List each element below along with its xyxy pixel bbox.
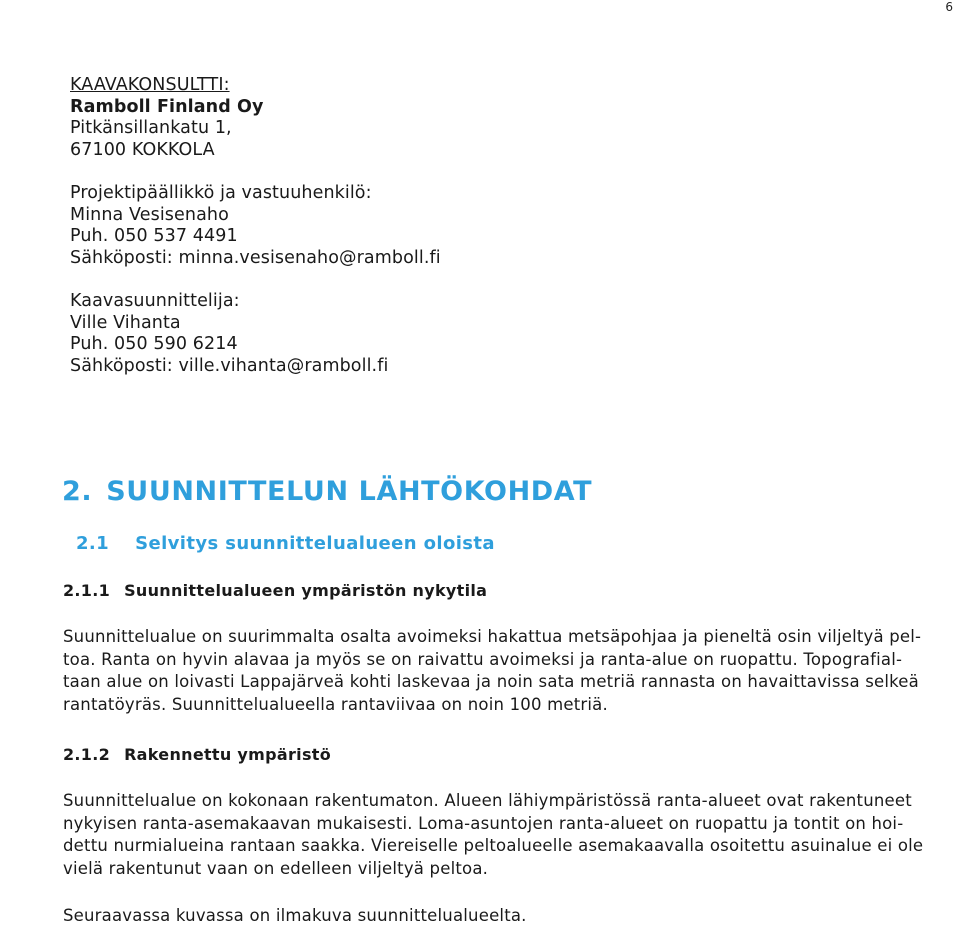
project-manager-name: Minna Vesisenaho	[70, 204, 229, 225]
paragraph-line: nykyisen ranta-asemakaavan mukaisesti. Loma-asuntojen ranta-alueet on ruopattu ja tontit on hoi-	[63, 813, 904, 833]
project-manager-email: Sähköposti: minna.vesisenaho@ramboll.fi	[70, 247, 441, 268]
sub1-heading	[63, 581, 487, 600]
paragraph-line: Suunnittelualue on kokonaan rakentumaton. Alueen lähiympäristössä ranta-alueet ovat rakentuneet	[63, 791, 912, 810]
planner-email: Sähköposti: ville.vihanta@ramboll.fi	[70, 355, 389, 376]
paragraph-line: vielä rakentunut vaan on edelleen viljeltyä peltoa.	[63, 858, 489, 878]
paragraph-line: rantatöyräs. Suunnittelualueella rantaviivaa on noin 100 metriä.	[63, 694, 608, 714]
paragraph-line: dettu nurmialueina rantaan saakka. Viereiselle peltoalueelle asemakaavalla osoitettu asuinalue ei ole	[63, 836, 924, 855]
section-title: SUUNNITTELUN LÄHTÖKOHDAT	[106, 476, 593, 507]
sub1-title: Suunnittelualueen ympäristön nykytila	[124, 581, 488, 600]
sub1-paragraph	[63, 626, 960, 716]
paragraph-line: Suunnittelualue on suurimmalta osalta avoimeksi hakattua metsäpohjaa ja pieneltä osin viljeltyä pel-	[63, 627, 922, 646]
postal-address: 67100 KOKKOLA	[70, 139, 215, 160]
company-name: Ramboll Finland Oy	[70, 96, 264, 117]
page-number: 6	[945, 0, 953, 14]
paragraph-line: taan alue on loivasti Lappajärveä kohti laskevaa ja noin sata metriä rannasta on havaittavissa selkeä	[63, 672, 919, 691]
sub2-heading	[63, 745, 331, 764]
section-heading	[62, 476, 592, 507]
sub2-title: Rakennettu ympäristö	[124, 745, 332, 764]
sub1-number: 2.1.1	[63, 581, 111, 600]
project-manager-title: Projektipäällikkö ja vastuuhenkilö:	[70, 183, 372, 203]
consultant-heading: KAAVAKONSULTTI:	[70, 75, 230, 95]
paragraph-line: toa. Ranta on hyvin alavaa ja myös se on raivattu avoimeksi ja ranta-alue on ruopattu. Topografial-	[63, 649, 903, 669]
planner-phone: Puh. 050 590 6214	[70, 334, 238, 354]
subsection-heading	[76, 533, 495, 554]
project-manager-phone: Puh. 050 537 4491	[70, 226, 238, 246]
sub2-paragraph	[63, 790, 960, 880]
street-address: Pitkänsillankatu 1,	[70, 118, 232, 138]
subsection-title: Selvitys suunnittelualueen oloista	[135, 533, 495, 554]
planner-name: Ville Vihanta	[70, 312, 181, 333]
subsection-number: 2.1	[76, 533, 110, 554]
consultant-contact-block	[70, 75, 441, 377]
planner-title: Kaavasuunnittelija:	[70, 291, 240, 311]
sub2-number: 2.1.2	[63, 745, 111, 764]
closing-sentence: Seuraavassa kuvassa on ilmakuva suunnittelualueelta.	[63, 906, 527, 925]
section-number: 2.	[62, 476, 93, 507]
